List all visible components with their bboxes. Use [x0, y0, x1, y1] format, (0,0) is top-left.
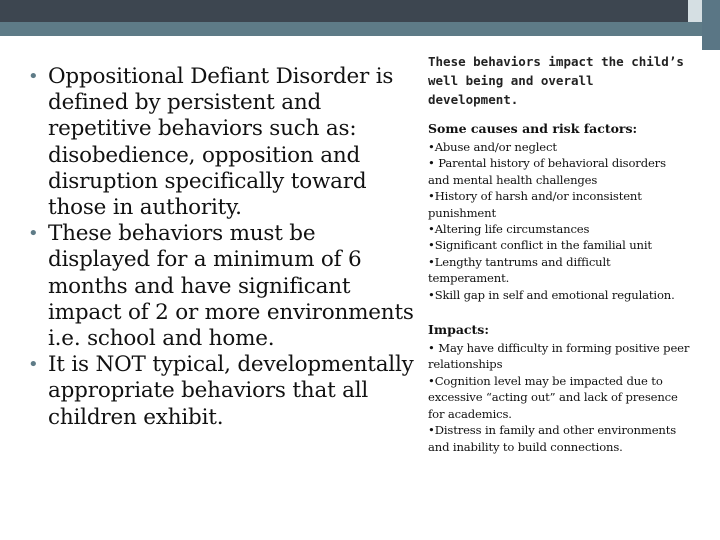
causes-heading: Some causes and risk factors: [428, 121, 638, 136]
section-spacer [428, 303, 690, 322]
bullet-definition [28, 64, 418, 221]
bullet-text: These behaviors must be displayed for a minimum of 6 months and have significant impact of 2 or more environments i.e. school and home. [48, 221, 414, 352]
bullet-icon: • [28, 354, 39, 376]
cause-item: •Altering life circumstances [428, 222, 590, 237]
cause-item: •Skill gap in self and emotional regulation. [428, 287, 675, 302]
cause-item: •Significant conflict in the familial unit [428, 238, 652, 253]
top-banner [0, 0, 720, 22]
bullet-duration [28, 221, 418, 352]
main-bullet-list [28, 64, 418, 431]
impacts-heading: Impacts: [428, 322, 489, 338]
impact-item: •Distress in family and other environments and inability to build connections. [428, 423, 677, 454]
impact-intro: These behaviors impact the child’s well being and overall development. [428, 54, 684, 107]
accent-banner [0, 22, 720, 36]
impact-item: •Cognition level may be impacted due to excessive “acting out” and lack of presence for academics. [428, 373, 678, 421]
bullet-icon: • [28, 66, 39, 87]
side-panel [428, 52, 690, 455]
bullet-not-typical [28, 352, 418, 431]
bullet-text: Oppositional Defiant Disorder is defined by persistent and repetitive behaviors such as: disobedience, opposition and disruption specifically toward those in authority. [48, 64, 394, 221]
impact-item: • May have difficulty in forming positive peer relationships [428, 341, 690, 372]
bullet-text: It is NOT typical, developmentally appropriate behaviors that all children exhibit. [48, 352, 414, 430]
bullet-icon: • [28, 223, 39, 245]
cause-item: • Parental history of behavioral disorders and mental health challenges [428, 156, 666, 187]
cause-item: •Abuse and/or neglect [428, 140, 557, 154]
cause-item: •History of harsh and/or inconsistent punishment [428, 189, 642, 220]
cause-item: •Lengthy tantrums and difficult temperament. [428, 254, 611, 286]
corner-notch [688, 0, 702, 22]
corner-tab [702, 0, 720, 50]
